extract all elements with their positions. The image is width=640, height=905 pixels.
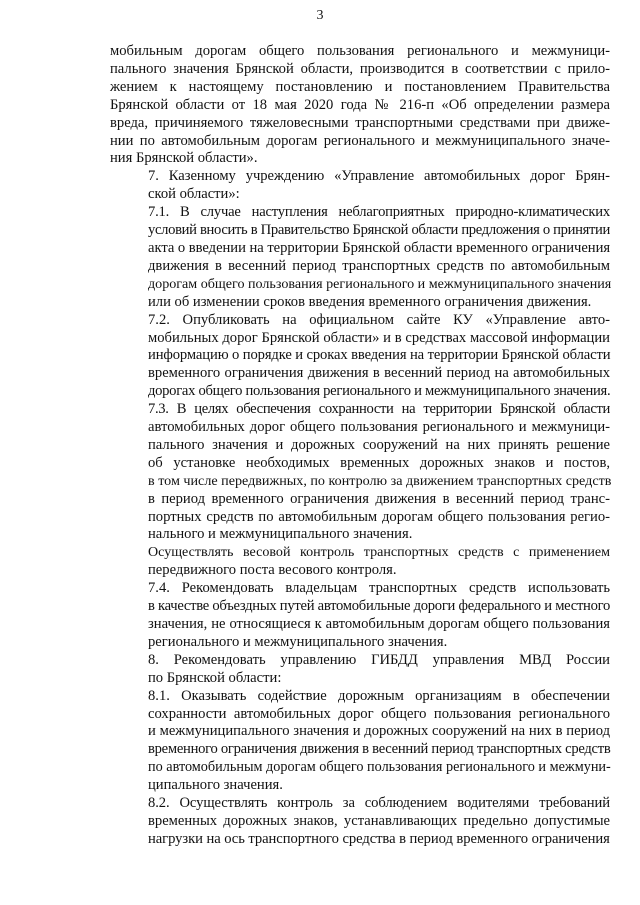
text-line: нального и межмуниципального значения. xyxy=(148,526,413,543)
text-line: условий вносить в Правительство Брянской области предложения о принятии xyxy=(148,222,611,239)
text-line: временного ограничения движения в весенний период на автомобильных xyxy=(148,365,610,382)
text-line: дорогам общего пользования регионального и межмуниципального значения xyxy=(148,275,612,292)
text-line: 8.1. Оказывать содействие дорожным организациям в обеспечении xyxy=(148,687,610,704)
text-line: нии по автомобильным дорогам регионального и межмуниципального значе- xyxy=(110,132,610,149)
text-line: в том числе передвижных, по контролю за движением транспортных средств xyxy=(148,472,612,489)
text-line: мобильных дорог Брянской области» и в средствах массовой информации xyxy=(148,329,610,346)
text-line: ния Брянской области». xyxy=(110,150,258,167)
text-line: пального значения Брянской области, производится в соответствии с прило- xyxy=(110,60,610,77)
paragraph-p7-4 xyxy=(110,580,610,652)
text-line: 8. Рекомендовать управлению ГИБДД управления МВД России xyxy=(148,651,610,668)
text-line: информацию о порядке и сроках введения на территории Брянской области xyxy=(148,347,611,364)
text-line: мобильным дорогам общего пользования регионального и межмуници- xyxy=(110,43,610,59)
text-line: 7.1. В случае наступления неблагоприятных природно-климатических xyxy=(148,204,610,221)
paragraph-p7-1 xyxy=(110,204,610,311)
text-line: Осуществлять весовой контроль транспортных средств с применением xyxy=(148,544,610,561)
text-line: в период временного ограничения движения в весенний период транс- xyxy=(148,490,610,507)
paragraph-p7-2 xyxy=(110,312,610,402)
text-line: Брянской области от 18 мая 2020 года № 216-п «Об определении размера xyxy=(110,96,610,113)
text-line: временного ограничения движения в весенний период транспортных средств xyxy=(148,741,611,758)
text-line: значения, не относящиеся к автомобильным дорогам общего пользования xyxy=(148,616,610,632)
text-line: временных дорожных знаков, устанавливающих предельно допустимые xyxy=(148,812,610,829)
text-line: 7.4. Рекомендовать владельцам транспортных средств использовать xyxy=(148,580,610,597)
text-line: 7.2. Опубликовать на официальном сайте КУ «Управление авто- xyxy=(148,311,610,328)
text-line: жением к настоящему постановлению и постановлением Правительства xyxy=(110,78,610,95)
text-line: нагрузки на ось транспортного средства в период временного ограничения xyxy=(148,830,610,847)
page-number: 3 xyxy=(316,8,324,23)
text-line: 7.3. В целях обеспечения сохранности на территории Брянской области xyxy=(148,401,610,418)
paragraph-p7-3b xyxy=(110,544,610,580)
paragraph-p7 xyxy=(110,168,610,204)
text-line: сохранности автомобильных дорог общего пользования регионального xyxy=(148,705,610,722)
text-line: вреда, причиняемого тяжеловесными транспортными средствами при движе- xyxy=(110,114,610,131)
paragraph-p8 xyxy=(110,652,610,688)
text-line: ципального значения. xyxy=(148,777,283,794)
paragraph-p8-2 xyxy=(110,795,610,849)
text-line: 8.2. Осуществлять контроль за соблюдением водителями требований xyxy=(148,795,610,812)
paragraph-p0 xyxy=(110,43,610,168)
text-line: движения в весенний период транспортных средств по автомобильным xyxy=(148,257,610,274)
text-line: ской области»: xyxy=(148,186,240,203)
text-line: портных средств по автомобильным дорогам общего пользования регио- xyxy=(148,508,610,525)
text-line: передвижного поста весового контроля. xyxy=(148,562,397,579)
text-line: или об изменении сроков введения временного ограничения движения. xyxy=(148,293,592,310)
text-line: акта о введении на территории Брянской области временного ограничения xyxy=(148,239,611,256)
text-line: в качестве объездных путей автомобильные дороги федерального и местного xyxy=(148,598,610,615)
text-line: по Брянской области: xyxy=(148,669,282,686)
text-line: пального значения и дорожных сооружений на них принять решение xyxy=(148,436,610,453)
text-line: 7. Казенному учреждению «Управление автомобильных дорог Брян- xyxy=(148,168,610,185)
text-line: по автомобильным дорогам общего пользования регионального и межмуни- xyxy=(148,759,611,776)
text-line: об установке необходимых временных дорожных знаков и постов, xyxy=(148,454,610,471)
text-line: дорогах общего пользования регионального и межмуниципального значения. xyxy=(148,383,611,400)
paragraph-p7-3 xyxy=(110,401,610,544)
text-line: автомобильных дорог общего пользования регионального и межмуници- xyxy=(148,419,610,436)
text-line: регионального и межмуниципального значения. xyxy=(148,633,448,650)
document-body xyxy=(110,43,610,849)
text-line: и межмуниципального значения и дорожных сооружений на них в период xyxy=(148,723,610,740)
paragraph-p8-1 xyxy=(110,688,610,795)
